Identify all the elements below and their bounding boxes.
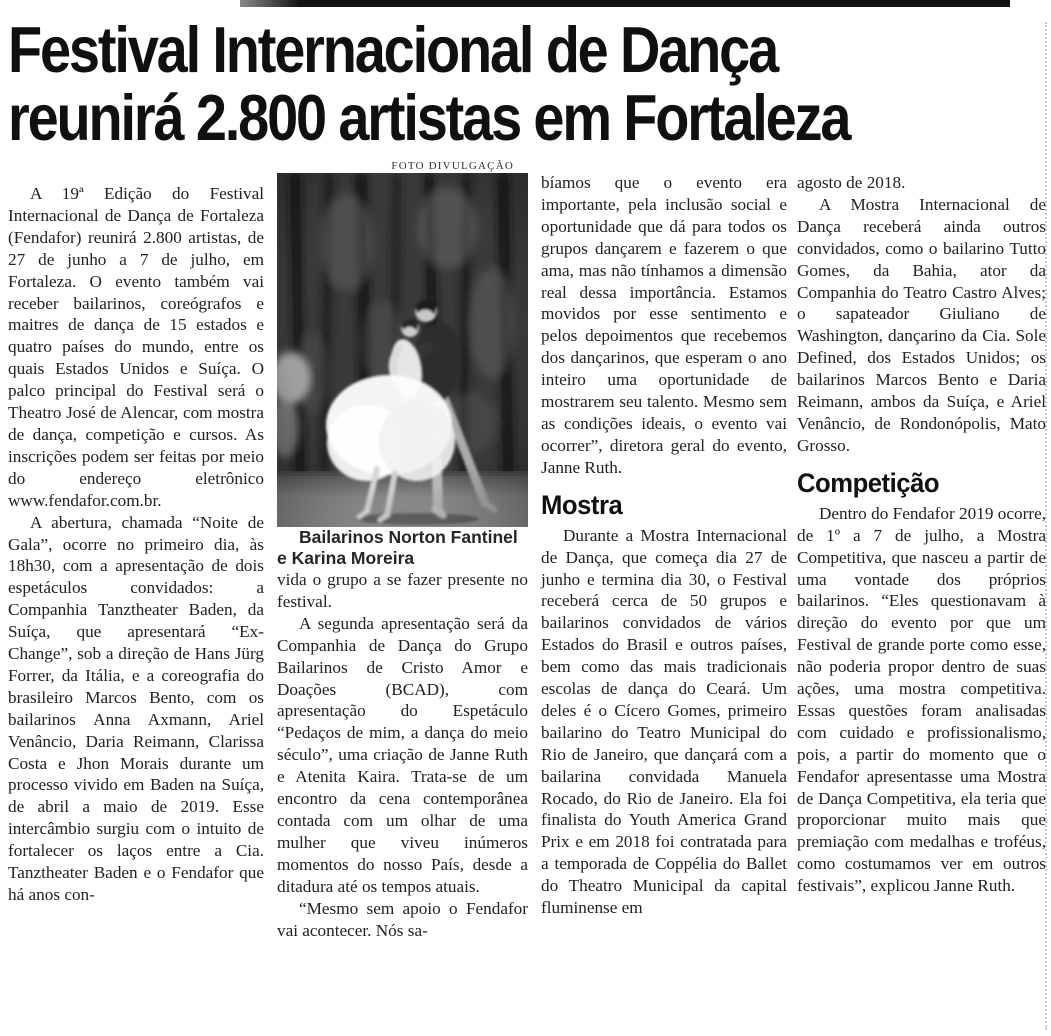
stage-photo-image xyxy=(277,173,528,527)
paragraph: Durante a Mostra Internacional de Dança, que começa dia 27 de junho e termina dia 30, o Festival receberá cerca de 50 grupos e bailarinos convidados de vários Estados do Brasil e outros países, bem como das mais tradicionais escolas de dança do Ceará. Um deles é o Cícero Gomes, primeiro bailarino do Teatro Municipal do Rio de Janeiro, que dançará com a bailarina convidada Manuela Rocado, do Rio de Janeiro. Ela foi finalista do Youth America Grand Prix e em 2018 foi contratada para a temporada de Coppélia do Ballet do Theatro Municipal da capital fluminense em xyxy=(541,525,787,918)
paragraph: agosto de 2018. xyxy=(797,173,906,192)
paragraph: Dentro do Fendafor 2019 ocorre, de 1º a 7 de julho, a Mostra Competitiva, que nasceu a partir de uma vontade dos próprios bailarinos. “Eles questionavam à direção do evento por que um Festival de grande porte como esse, não poderia propor dentro de suas ações, uma mostra competitiva. Essas questões foram analisadas com cuidado e profissionalismo, pois, a partir do momento que o Fendafor apresentasse uma Mostra de Dança Competitiva, ela teria que proporcionar muito mais que premiação com medalhas e troféus, como costumamos ver em outros festivais”, explicou Janne Ruth. xyxy=(797,503,1046,896)
paragraph: A segunda apresentação será da Companhia de Dança do Grupo Bailarinos de Cristo Amor e Doações (BCAD), com apresentação do Espetáculo “Pedaços de mim, a dança do meio século”, uma criação de Janne Ruth e Atenita Kaira. Trata-se de um encontro da cena contemporânea contada com um olhar de uma mulher que viveu inúmeros momentos do nosso País, desde a ditadura até os tempos atuais. xyxy=(277,613,528,896)
paragraph: bíamos que o evento era importante, pela inclusão social e oportunidade que dá para todos os grupos dançarem e fazerem o que ama, mas não tínhamos a dimensão real dessa importância. Estamos movidos por esse sentimento e pelos depoimentos que recebemos dos dançarinos, que esperam o ano inteiro uma oportunidade de mostrarem seu talento. Mesmo sem as condições ideais, o evento vai ocorrer”, diretora geral do evento, Janne Ruth. xyxy=(541,173,787,477)
headline-line-2: reunirá 2.800 artistas em Fortaleza xyxy=(8,81,850,154)
paragraph: A abertura, chamada “Noite de Gala”, ocorre no primeiro dia, às 18h30, com a apresentação de dois espetáculos convidados: a Companhia Tanztheater Baden, da Suíça, que apresentará “Ex- Change”, sob a direção de Hans Jürg Forrer, da Itália, e a coreografia do brasileiro Marcos Bento, com os bailarinos Anna Axmann, Ariel Venâncio, Daria Reimann, Clarissa Costa e Jhon Morais durante um processo vivido em Baden na Suíça, de abril a maio de 2019. Esse intercâmbio surgiu com o intuito de fortalecer os laços entre a Cia. Tanztheater Baden e o Fendafor que há anos con- xyxy=(8,512,264,904)
article-headline xyxy=(8,13,850,154)
photo-credit: FOTO DIVULGAÇÃO xyxy=(391,160,514,172)
headline-line-1: Festival Internacional de Dança xyxy=(8,13,778,86)
stage-photo-figure xyxy=(277,173,528,527)
top-rule-divider xyxy=(240,0,1010,7)
photo-caption: Bailarinos Norton Fantinel e Karina Moreira xyxy=(277,527,518,568)
article-column-4 xyxy=(797,172,1046,897)
section-heading-mostra: Mostra xyxy=(541,489,623,520)
article-column-3 xyxy=(541,172,787,919)
article-column-1 xyxy=(8,183,264,906)
paragraph: “Mesmo sem apoio o Fendafor vai acontecer. Nós sa- xyxy=(277,898,528,940)
paragraph: A 19ª Edição do Festival Internacional de Dança de Fortaleza (Fendafor) reunirá 2.800 artistas, de 27 de junho a 7 de julho, em Fortaleza. O evento também vai receber bailarinos, coreógrafos e maitres de dança de 15 estados e quatro países do mundo, entre os quais Estados Unidos e Suíça. O palco principal do Festival será o Theatro José de Alencar, com mostra de dança, competição e cursos. As inscrições podem ser feitas por meio do endereço eletrônico www.fendafor.com.br. xyxy=(8,184,264,510)
section-heading-competicao: Competição xyxy=(797,467,940,498)
paragraph: vida o grupo a se fazer presente no festival. xyxy=(277,570,528,611)
paragraph: A Mostra Internacional de Dança receberá ainda outros convidados, como o bailarino Tutto Gomes, da Bahia, ator da Companhia do Teatro Castro Alves; o sapateador Giuliano de Washington, dançarino da Cia. Sole Defined, dos Estados Unidos; os bailarinos Marcos Bento e Daria Reimann, ambos da Suíça, e Ariel Venâncio, de Rondonópolis, Mato Grosso. xyxy=(797,194,1046,455)
article-column-2 xyxy=(277,160,528,941)
